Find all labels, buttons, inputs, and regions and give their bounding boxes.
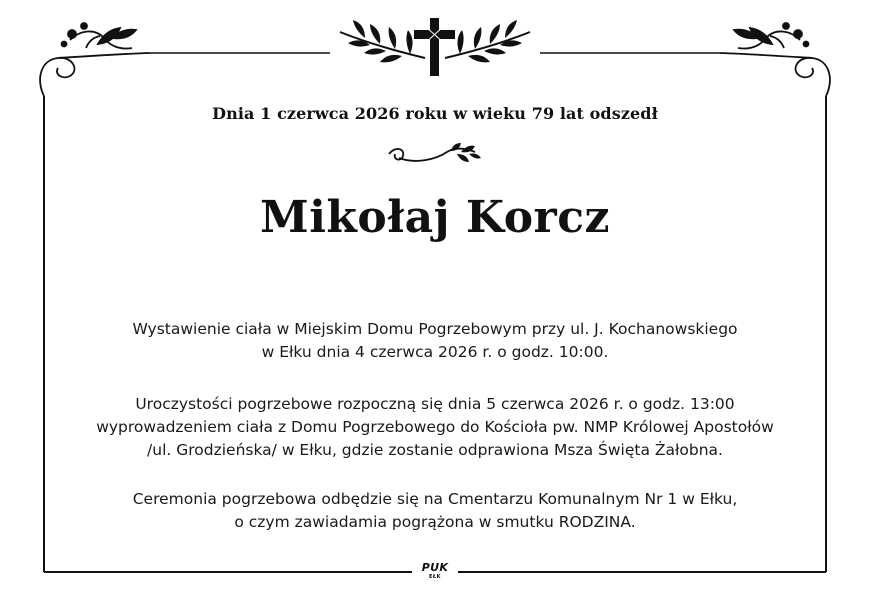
paragraph-line: wyprowadzeniem ciała z Domu Pogrzebowego do Kościoła pw. NMP Królowej Apostołów (96, 418, 774, 436)
vine-sprig-icon (385, 142, 485, 168)
puk-logo (414, 562, 456, 584)
intro-line: Dnia 1 czerwca 2026 roku w wieku 79 lat odszedł (212, 104, 658, 123)
paragraph-line: Uroczystości pogrzebowe rozpoczną się dnia 5 czerwca 2026 r. o godz. 13:00 (135, 395, 735, 413)
viewing-paragraph (0, 318, 870, 364)
floral-corner-left-icon (40, 23, 150, 96)
paragraph-line: /ul. Grodzieńska/ w Ełku, gdzie zostanie odprawiona Msza Święta Żałobna. (147, 441, 723, 459)
floral-corner-right-icon (720, 23, 830, 96)
ceremony-paragraph (0, 393, 870, 462)
logo-main-text: PUK (421, 561, 449, 574)
cross-with-laurel-icon (340, 18, 530, 76)
paragraph-line: o czym zawiadamia pogrążona w smutku RODZINA. (234, 513, 636, 531)
logo-sub-text: EŁK (428, 574, 441, 580)
paragraph-line: Ceremonia pogrzebowa odbędzie się na Cmentarzu Komunalnym Nr 1 w Ełku, (132, 490, 738, 508)
paragraph-line: w Ełku dnia 4 czerwca 2026 r. o godz. 10:00. (261, 343, 609, 361)
paragraph-line: Wystawienie ciała w Miejskim Domu Pogrzebowym przy ul. J. Kochanowskiego (132, 320, 738, 338)
burial-paragraph (0, 488, 870, 534)
deceased-name: Mikołaj Korcz (259, 192, 610, 243)
